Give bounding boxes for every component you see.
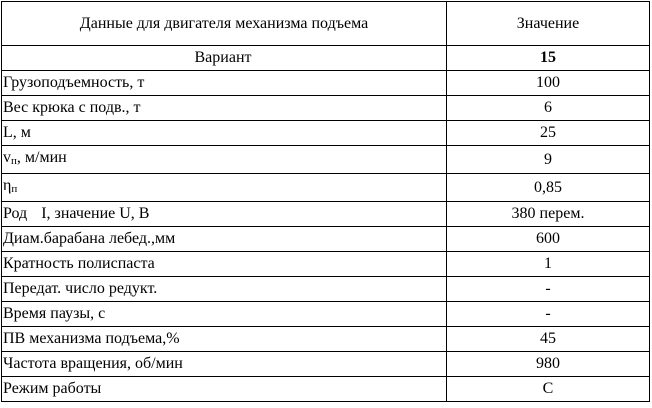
param-value: 100 <box>447 71 650 96</box>
efficiency-symbol: η <box>3 177 12 194</box>
variant-row <box>2 46 650 71</box>
table-row <box>2 252 650 277</box>
param-label-current-type <box>2 202 447 227</box>
param-label: Передат. число редукт. <box>2 277 447 302</box>
table-row <box>2 327 650 352</box>
param-label-speed <box>2 146 447 174</box>
speed-symbol: v <box>3 149 11 166</box>
param-label: Время паузы, с <box>2 302 447 327</box>
param-value: 600 <box>447 227 650 252</box>
param-label: ПВ механизма подъема,% <box>2 327 447 352</box>
current-type-label: Род <box>3 205 28 222</box>
table-row <box>2 352 650 377</box>
table-row <box>2 377 650 402</box>
table-row <box>2 302 650 327</box>
param-value: - <box>447 302 650 327</box>
table-row <box>2 227 650 252</box>
table-row <box>2 121 650 146</box>
param-label-efficiency <box>2 174 447 202</box>
variant-value: 15 <box>447 46 650 71</box>
param-value: 9 <box>447 146 650 174</box>
header-param-cell: Данные для двигателя механизма подъема <box>2 2 447 46</box>
param-label: Частота вращения, об/мин <box>2 352 447 377</box>
param-value: - <box>447 277 650 302</box>
table-row <box>2 71 650 96</box>
param-value: 1 <box>447 252 650 277</box>
param-value: 0,85 <box>447 174 650 202</box>
table-row <box>2 146 650 174</box>
table-row <box>2 96 650 121</box>
param-label: Грузоподъемность, т <box>2 71 447 96</box>
param-label: Кратность полиспаста <box>2 252 447 277</box>
param-label: L, м <box>2 121 447 146</box>
param-value: 380 перем. <box>447 202 650 227</box>
param-label: Режим работы <box>2 377 447 402</box>
param-label: Вес крюка с подв., т <box>2 96 447 121</box>
header-value-cell: Значение <box>447 2 650 46</box>
speed-unit: , м/мин <box>16 149 67 166</box>
param-value: 6 <box>447 96 650 121</box>
variant-label: Вариант <box>2 46 447 71</box>
param-label: Диам.барабана лебед.,мм <box>2 227 447 252</box>
param-value: 45 <box>447 327 650 352</box>
table-row <box>2 202 650 227</box>
table-header-row <box>2 2 650 46</box>
current-type-detail: I, значение U, В <box>41 205 150 222</box>
table-row <box>2 174 650 202</box>
param-value: С <box>447 377 650 402</box>
speed-subscript: п <box>11 155 17 167</box>
table-row <box>2 277 650 302</box>
param-value: 25 <box>447 121 650 146</box>
param-value: 980 <box>447 352 650 377</box>
efficiency-subscript: п <box>11 183 18 195</box>
engine-data-table <box>1 1 650 402</box>
